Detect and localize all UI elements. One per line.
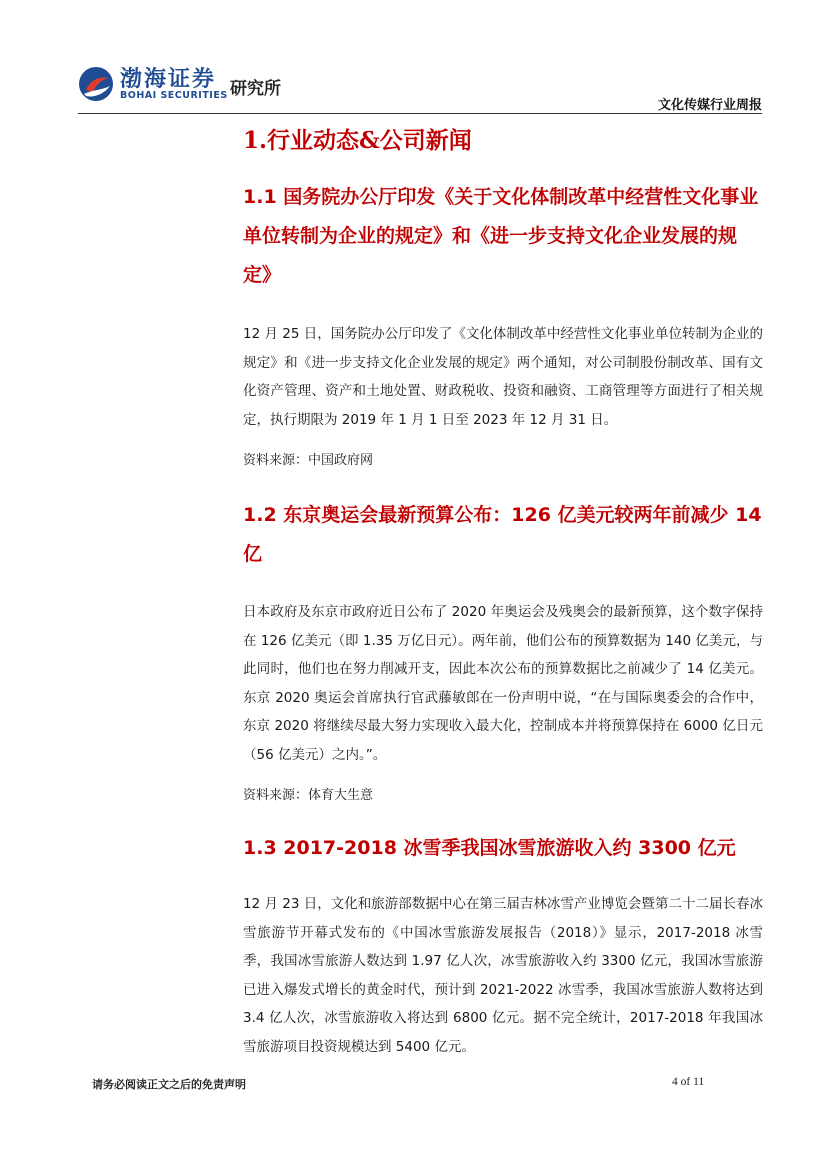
news-source-1: 资料来源：中国政府网 [243,453,374,468]
news-body-3: 12 月 23 日，文化和旅游部数据中心在第三届吉林冰雪产业博览会暨第二十二届长春冰雪旅游节开幕式发布的《中国冰雪旅游发展报告（2018）》显示，2017-2018 冰雪季，我国冰雪旅游人数达到 1.97 亿人次，冰雪旅游收入约 3300 亿元，我国冰雪旅游已进入爆发式增长的黄金时代，预计到 2021-2022 冰雪季，我国冰雪旅游人数将达到 3.4 亿人次，冰雪旅游收入将达到 6800 亿元。据不完全统计，2017-2018 年我国冰雪旅游项目投资规模达到 5400 亿元。 [243,896,763,1055]
news-body-2: 日本政府及东京市政府近日公布了 2020 年奥运会及残奥会的最新预算，这个数字保持在 126 亿美元（即 1.35 万亿日元）。两年前，他们公布的预算数据为 140 亿美元，与此同时，他们也在努力削减开支，因此本次公布的预算数据比之前减少了 14 亿美元。东京 2020 奥运会首席执行官武藤敏郎在一份声明中说，“在与国际奥委会的合作中，东京 2020 将继续尽最大努力实现收入最大化，控制成本并将预算保持在 6000 亿日元（56 亿美元）之内。”。 [243,604,763,763]
section-title: 1.行业动态&公司新闻 [243,127,472,154]
main-content [243,118,763,1061]
page-number: 4 of 11 [672,1076,705,1088]
institute-label: 研究所 [230,79,281,99]
page-header [78,62,762,114]
bohai-logo-icon [78,66,114,102]
brand-name-cn: 渤海证券 [120,67,217,92]
news-title-1: 1.1 国务院办公厅印发《关于文化体制改革中经营性文化事业单位转制为企业的规定》和《进一步支持文化企业发展的规定》 [243,186,759,286]
brand-name-en: BOHAI SECURITIES [120,90,228,101]
news-title-2: 1.2 东京奥运会最新预算公布：126 亿美元较两年前减少 14 亿 [243,504,762,565]
footer-disclaimer: 请务必阅读正文之后的免责声明 [92,1078,246,1091]
news-title-3: 1.3 2017-2018 冰雪季我国冰雪旅游收入约 3300 亿元 [243,837,736,859]
header-divider [78,113,762,114]
news-body-1: 12 月 25 日，国务院办公厅印发了《文化体制改革中经营性文化事业单位转制为企业的规定》和《进一步支持文化企业发展的规定》两个通知，对公司制股份制改革、国有文化资产管理、资产和土地处置、财政税收、投资和融资、工商管理等方面进行了相关规定，执行期限为 2019 年 1 月 1 日至 2023 年 12 月 31 日。 [243,326,763,428]
news-source-2: 资料来源：体育大生意 [243,788,374,803]
report-type: 文化传媒行业周报 [657,98,762,113]
